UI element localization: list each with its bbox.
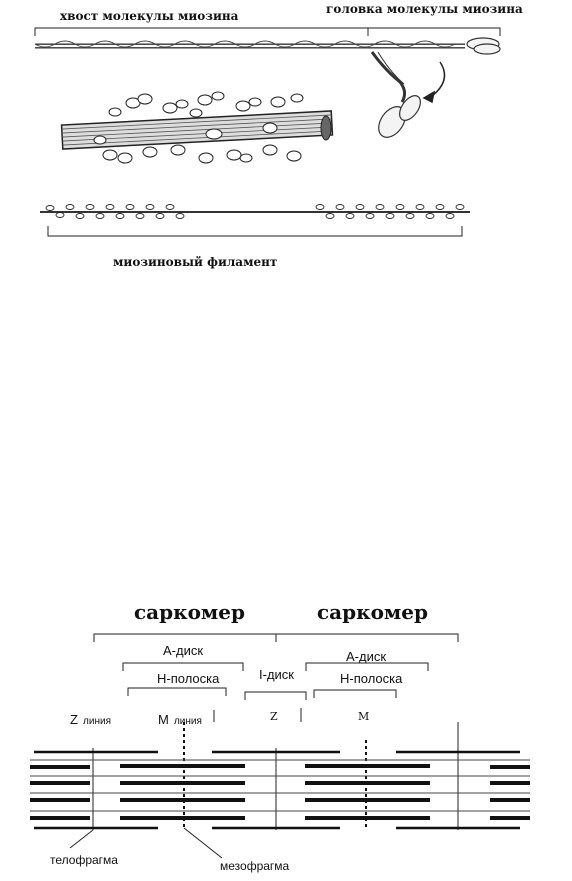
- m-line-word: линия: [173, 716, 202, 727]
- m-line-letter: M: [158, 712, 169, 727]
- sarcomere-brackets: [94, 634, 458, 642]
- myosin-tail-label: хвост молекулы миозина: [60, 9, 239, 23]
- myosin-head-label: головка молекулы миозина: [326, 2, 523, 16]
- a-disc-label-right: А-диск: [346, 649, 387, 664]
- z-line-letter: Z: [70, 712, 78, 727]
- h-band-brackets: [128, 688, 396, 698]
- m-marker-label: M: [358, 710, 370, 723]
- z-marker-label: Z: [270, 710, 278, 723]
- label-ticks: [214, 708, 301, 722]
- telophragm-label: телофрагма: [50, 853, 118, 867]
- m-lines: [184, 722, 366, 828]
- h-band-label-left: Н-полоска: [157, 671, 220, 686]
- myosin-filament-label: миозиновый филамент: [113, 255, 278, 269]
- i-disc-label: I-диск: [259, 667, 294, 682]
- i-disc-bracket: [245, 692, 306, 700]
- z-line-word: линия: [83, 716, 111, 727]
- h-band-label-right: Н-полоска: [340, 671, 403, 686]
- sarcomere-label-right: саркомер: [317, 600, 428, 624]
- sarcomere-label-left: саркомер: [134, 600, 245, 624]
- a-disc-label-left: А-диск: [163, 643, 204, 658]
- a-disc-brackets: [123, 663, 428, 671]
- filament-rows: [30, 752, 530, 828]
- mesophragm-label: мезофрагма: [220, 859, 290, 873]
